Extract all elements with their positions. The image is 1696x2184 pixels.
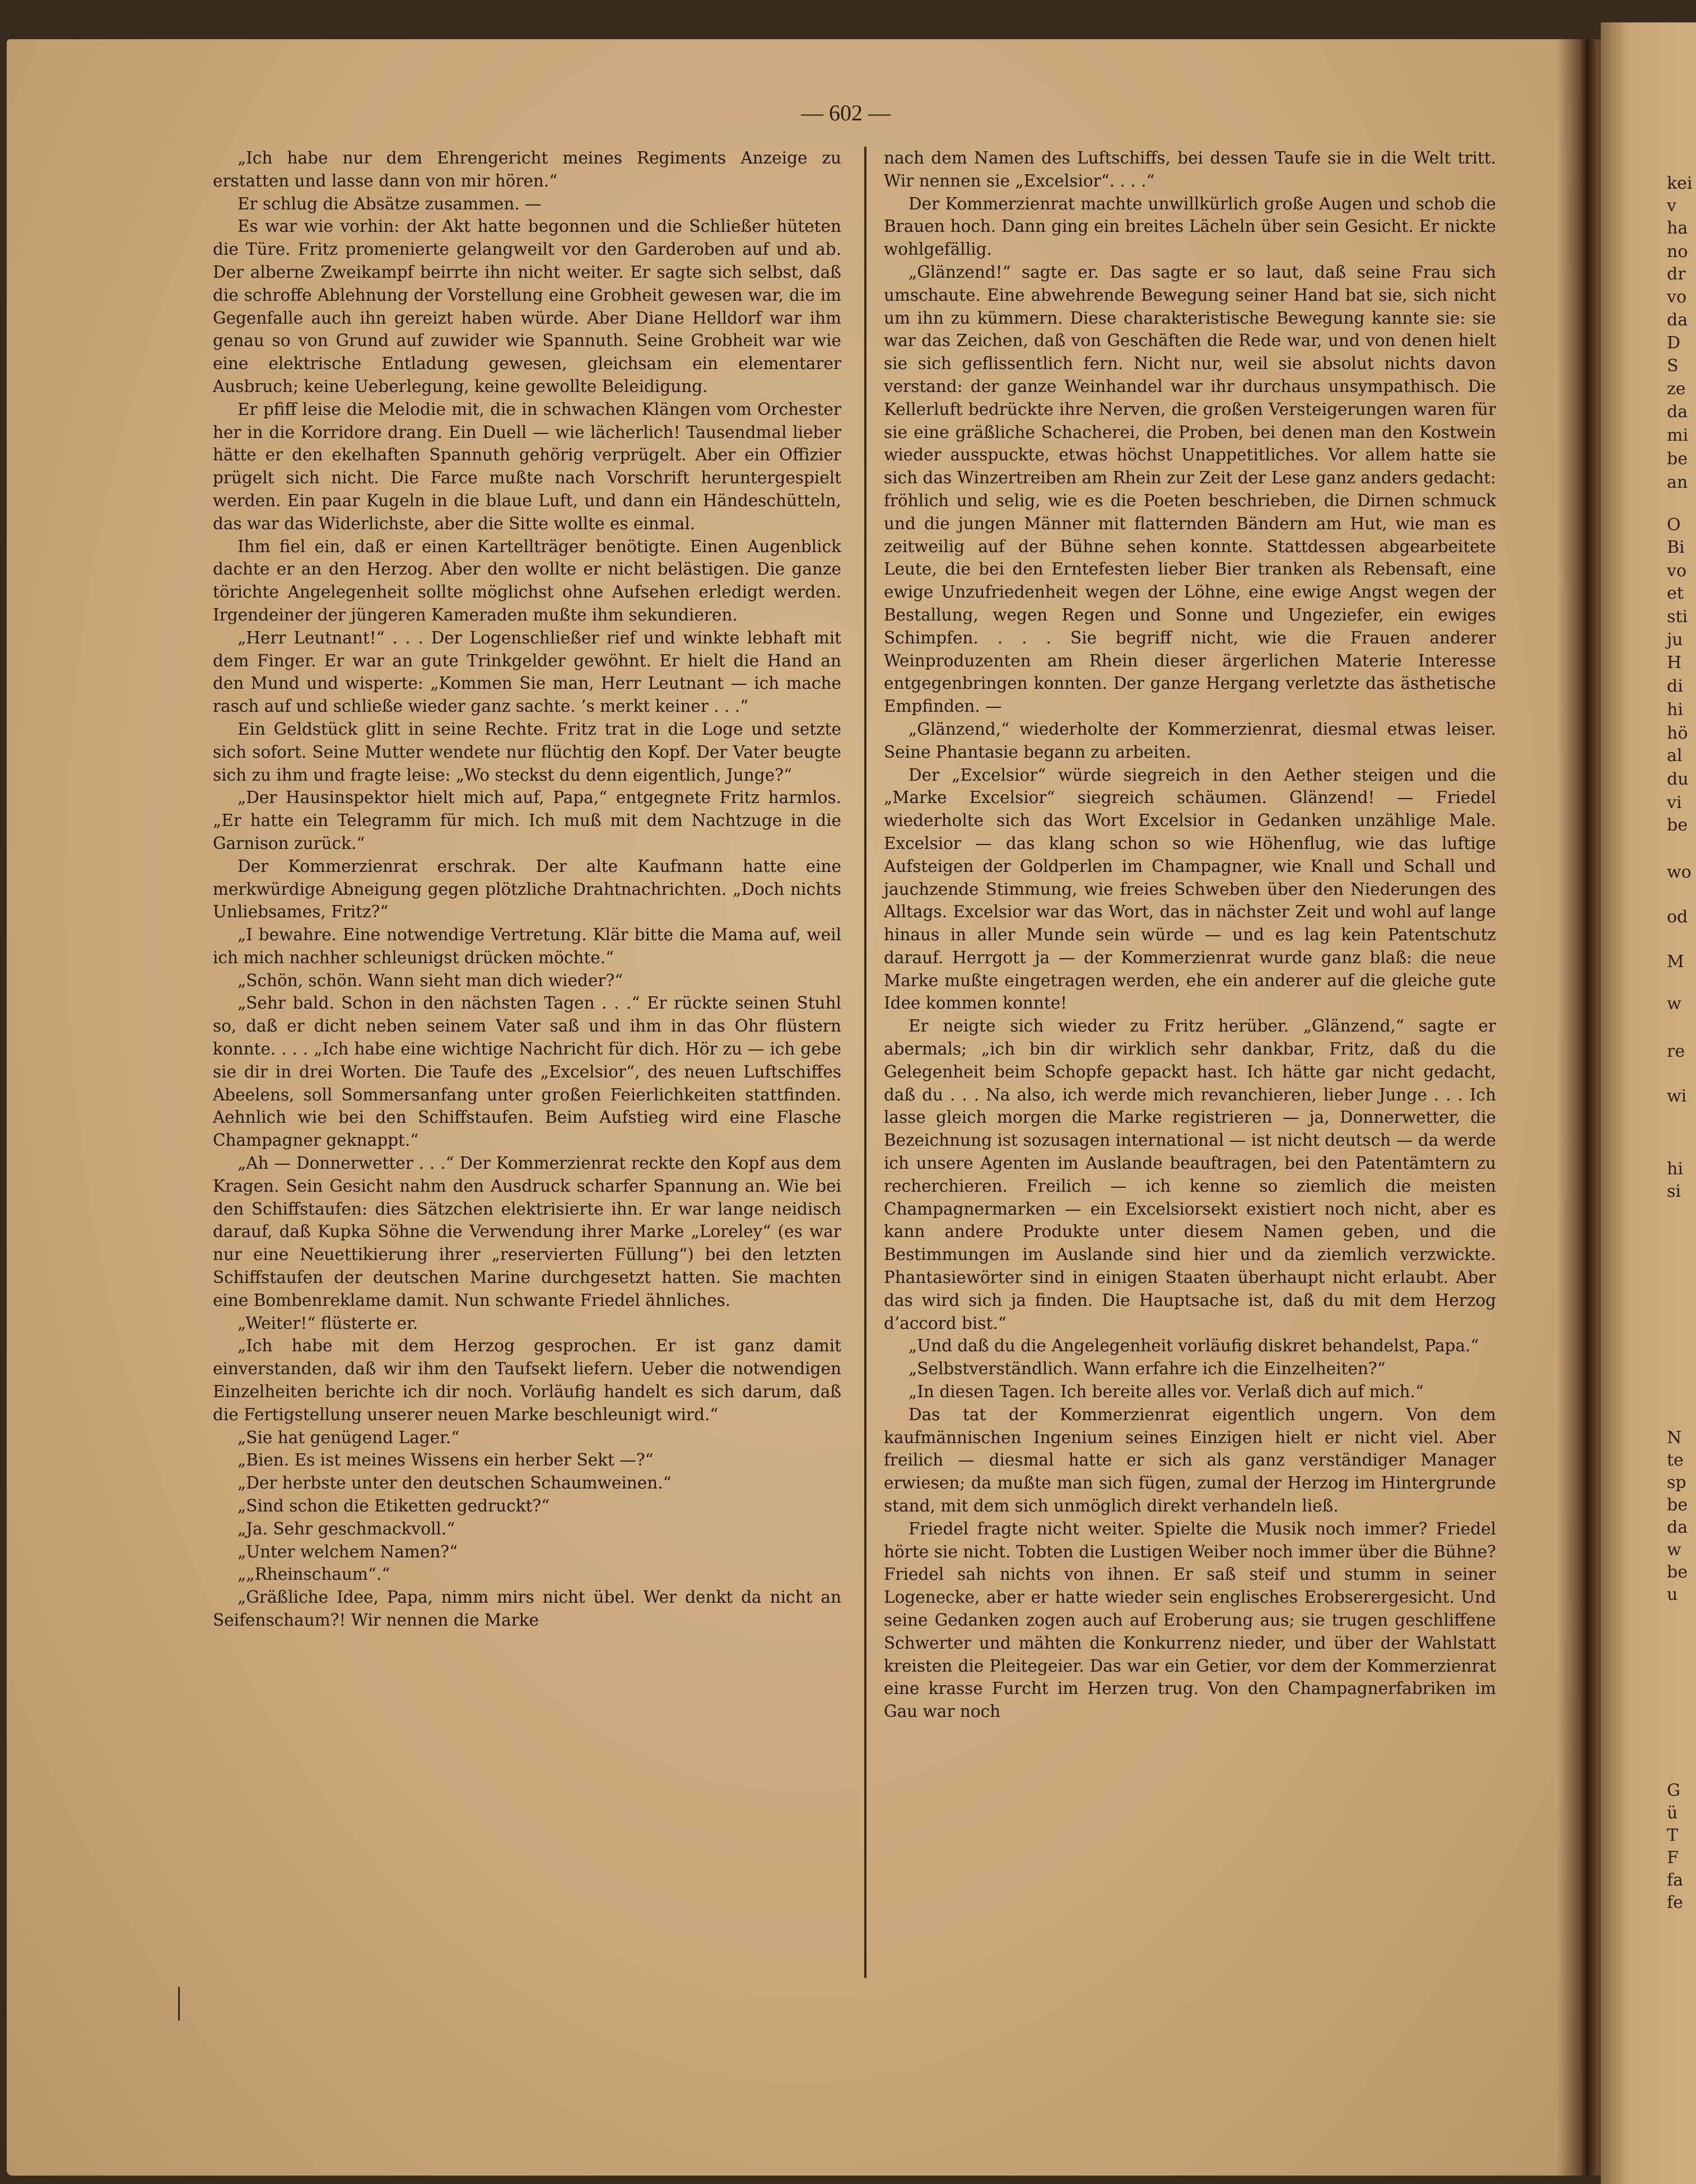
column-divider <box>864 147 866 1978</box>
facing-page-fragment: te <box>1667 1450 1684 1470</box>
paragraph: „Glänzend,“ wiederholte der Kommerzienrat, diesmal etwas leiser. Seine Phantasie begann zu arbeiten. <box>884 719 1496 762</box>
facing-page-fragment: dr <box>1667 264 1686 284</box>
facing-page-fragment: ze <box>1667 379 1686 399</box>
facing-page-fragment: hö <box>1667 724 1688 743</box>
facing-page-fragment: w <box>1667 994 1681 1014</box>
paragraph: „„Rheinschaum“.“ <box>237 1565 390 1584</box>
paragraph: „Glänzend!“ sagte er. Das sagte er so laut, daß seine Frau sich umschaute. Eine abwehrende Bewegung seiner Hand bat sie, sich nicht um ihn zu kümmern. Diese charakteristische Bewegung kannte sie: sie war das Zeichen, daß von Geschäften die Rede war, und von denen hielt sie sich geflissentlich fern. Nicht nur, weil sie absolut nichts davon verstand: der ganze Weinhandel war ihr durchaus unsympathisch. Die Kellerluft bedrückte ihre Nerven, die großen Versteigerungen waren für sie eine gräßliche Schacherei, die Proben, bei denen man den Kostwein wieder ausspuckte, etwas höchst Unappetitliches. Vor allem hatte sie sich das Winzertreiben am Rhein zur Zeit der Lese ganz anders gedacht: fröhlich und selig, wie es die Poeten beschrieben, die Dirnen schmuck und die jungen Männer mit flatternden Bändern am Hut, wie man es zeitweilig auf der Bühne sehen konnte. Stattdessen abgearbeitete Leute, die bei den Erntefesten lieber Bier tranken als Rebensaft, eine ewige Unzufriedenheit wegen der Löhne, eine ewige Angst wegen der Bestallung, wegen Regen und Sonne und Ungeziefer, ein ewiges Schimpfen. . . . Sie begriff nicht, wie die Frauen anderer Weinproduzenten am Rhein dieser ärgerlichen Materie Interesse entgegenbringen konnten. Der ganze Hergang verletzte das ästhetische Empfinden. — <box>884 262 1496 716</box>
facing-page-fragment: vi <box>1667 793 1682 813</box>
paragraph: „Ich habe mit dem Herzog gesprochen. Er ist ganz damit einverstanden, daß wir ihm den Taufsekt liefern. Ueber die notwendigen Einzelheiten berichte ich dir noch. Vorläufig handelt es sich darum, daß die Fertigstellung unserer neuen Marke beschleunigt wird.“ <box>213 1336 841 1424</box>
facing-page-fragment: be <box>1667 815 1688 835</box>
paragraph: „Sind schon die Etiketten gedruckt?“ <box>237 1496 550 1516</box>
facing-page-fragment: re <box>1667 1042 1685 1061</box>
facing-page-fragment: Bi <box>1667 538 1685 557</box>
facing-page-fragment: H <box>1667 653 1682 673</box>
paragraph: Ein Geldstück glitt in seine Rechte. Fritz trat in die Loge und setzte sich sofort. Seine Mutter wendete nur flüchtig den Kopf. Der Vater beugte sich zu ihm und fragte leise: „Wo steckst du denn eigentlich, Junge?“ <box>213 719 841 785</box>
facing-page-fragment: hi <box>1667 1159 1683 1179</box>
paragraph: „In diesen Tagen. Ich bereite alles vor. Verlaß dich auf mich.“ <box>908 1382 1424 1402</box>
right-column <box>884 147 1496 1723</box>
margin-mark <box>178 1987 180 2020</box>
paragraph: „Ah — Donnerwetter . . .“ Der Kommerzienrat reckte den Kopf aus dem Kragen. Sein Gesicht nahm den Ausdruck scharfer Spannung an. Wie bei den Schiffstaufen: dies Sätzchen elektrisierte ihn. Er war lange neidisch darauf, daß Kupka Söhne die Verwendung ihrer Marke „Loreley“ (es war nur eine Neuettikierung ihrer „reservierten Füllung“) bei den letzten Schiffstaufen der deutschen Marine durchgesetzt hatten. Sie machten eine Bombenreklame damit. Nun schwante Friedel ähnliches. <box>213 1154 841 1310</box>
paragraph: „Ja. Sehr geschmackvoll.“ <box>237 1519 455 1538</box>
paragraph: Er schlug die Absätze zusammen. — <box>237 194 542 213</box>
paragraph: „Weiter!“ flüsterte er. <box>237 1313 418 1333</box>
paragraph: Er neigte sich wieder zu Fritz herüber. „Glänzend,“ sagte er abermals; „ich bin dir wirklich sehr dankbar, Fritz, daß du die Gelegenheit beim Schopfe gepackt hast. Ich hätte gar nicht gedacht, daß du . . . Na also, ich werde mich revanchieren, lieber Junge . . . Ich lasse gleich morgen die Marke registrieren — ja, Donnerwetter, die Bezeichnung ist sozusagen international — ist nicht deutsch — da werde ich unsere Agenten im Auslande beauftragen, bei den Patentämtern zu recherchieren. Freilich — ich kenne so ziemlich die meisten Champagnermarken — ein Excelsiorsekt existiert noch nicht, aber es kann andere Produkte unter diesem Namen geben, und die Bestimmungen im Auslande sind hier und da ziemlich verzwickte. Phantasiewörter sind in einigen Staaten überhaupt nicht erlaubt. Aber das wird sich ja finden. Die Hauptsache ist, daß du mit dem Herzog d’accord bist.“ <box>884 1016 1496 1333</box>
facing-page-fragment: sp <box>1667 1473 1686 1492</box>
paragraph: „Gräßliche Idee, Papa, nimm mirs nicht übel. Wer denkt da nicht an Seifenschaum?! Wir nennen die Marke <box>213 1588 841 1630</box>
paragraph: „Ich habe nur dem Ehrengericht meines Regiments Anzeige zu erstatten und lasse dann von mir hören.“ <box>213 148 841 190</box>
facing-page-fragment: D <box>1667 333 1681 353</box>
paragraph: Der „Excelsior“ würde siegreich in den Aether steigen und die „Marke Excelsior“ siegreich schäumen. Glänzend! — Friedel wiederholte sich das Wort Excelsior in Gedanken unzählige Male. Excelsior — das klang schon so wie Höhenflug, wie das luftige Aufsteigen der Goldperlen im Champagner, wie Knall und Schall und jauchzende Stimmung, wie freies Schweben über den Niederungen des Alltags. Excelsior war das Wort, das in nächster Zeit und wohl auf lange hinaus in aller Munde sein würde — und es lag kein Patentschutz darauf. Herrgott ja — der Kommerzienrat wurde ganz blaß: die neue Marke mußte eingetragen werden, ehe ein anderer auf die gleiche gute Idee kommen konnte! <box>884 765 1496 1013</box>
paragraph: „Sehr bald. Schon in den nächsten Tagen . . .“ Er rückte seinen Stuhl so, daß er dicht neben seinem Vater saß und ihm in das Ohr flüstern konnte. . . . „Ich habe eine wichtige Nachricht für dich. Hör zu — ich gebe sie dir in drei Worten. Die Taufe des „Excelsior“, des neuen Luftschiffes Abeelens, soll Sommersanfang unter großen Feierlichkeiten stattfinden. Aehnlich wie bei den Schiffstaufen. Beim Aufstieg wird eine Flasche Champagner geknappt.“ <box>213 993 841 1150</box>
facing-page-fragment: M <box>1667 952 1684 972</box>
facing-page-fragment: w <box>1667 1540 1681 1560</box>
facing-page-fragment: al <box>1667 746 1683 766</box>
facing-page-fragment: si <box>1667 1182 1681 1201</box>
facing-page-fragment: u <box>1667 1585 1678 1604</box>
facing-page-fragment: kei <box>1667 174 1693 193</box>
facing-page-fragment: fe <box>1667 1893 1683 1912</box>
paragraph: „Und daß du die Angelegenheit vorläufig diskret behandelst, Papa.“ <box>908 1336 1479 1356</box>
facing-page-fragment: be <box>1667 1562 1688 1582</box>
facing-page-fragment: S <box>1667 356 1679 376</box>
facing-page-fragment: du <box>1667 769 1689 789</box>
paragraph: „Bien. Es ist meines Wissens ein herber Sekt —?“ <box>237 1450 654 1470</box>
facing-page-fragment: fa <box>1667 1870 1683 1890</box>
facing-page-fragment: wo <box>1667 862 1692 882</box>
facing-page-fragment: sti <box>1667 607 1688 627</box>
facing-page-fragment: be <box>1667 1495 1688 1515</box>
facing-page-fragment: wi <box>1667 1086 1687 1106</box>
paragraph: „Sie hat genügend Lager.“ <box>237 1427 460 1447</box>
paragraph: Es war wie vorhin: der Akt hatte begonnen und die Schließer hüteten die Türe. Fritz promenierte gelangweilt vor den Garderoben auf und ab. Der alberne Zweikampf beirrte ihn nicht weiter. Er sagte sich selbst, daß die schroffe Ablehnung der Vorstellung eine Grobheit gewesen war, die im Gegenfalle auch ihn gereizt haben würde. Aber Diane Helldorf war ihm genau so von Grund auf zuwider wie Spannuth. Seine Grobheit war wie eine elektrische Entladung gewesen, gleichsam ein elementarer Ausbruch; keine Ueberlegung, keine gewollte Beleidigung. <box>213 217 841 396</box>
facing-page-fragment: O <box>1667 515 1681 535</box>
paragraph: „Selbstverständlich. Wann erfahre ich die Einzelheiten?“ <box>908 1359 1386 1379</box>
facing-page-fragment: no <box>1667 242 1688 262</box>
facing-page-fragment: ju <box>1667 630 1683 650</box>
paragraph: „Der herbste unter den deutschen Schaumweinen.“ <box>237 1473 672 1493</box>
facing-page-fragment: G <box>1667 1781 1680 1800</box>
paragraph: „I bewahre. Eine notwendige Vertretung. Klär bitte die Mama auf, weil ich mich nachher schleunigst drücken möchte.“ <box>213 925 841 967</box>
facing-page-fragment: vo <box>1667 287 1687 307</box>
book-gutter <box>1557 39 1608 2176</box>
facing-page-fragment: F <box>1667 1848 1679 1868</box>
facing-page-fragment: hi <box>1667 700 1683 720</box>
facing-page-fragment: da <box>1667 310 1688 330</box>
page-number: — 602 — <box>801 100 891 125</box>
facing-page-fragment: N <box>1667 1428 1682 1448</box>
paragraph: Das tat der Kommerzienrat eigentlich ungern. Von dem kaufmännischen Ingenium seines Einzigen hielt er nicht viel. Aber freilich — diesmal hatte er sich als ganz verständiger Manager erwiesen; da mußte man sich fügen, zumal der Herzog im Hintergrunde stand, mit dem sich unmöglich direkt verhandeln ließ. <box>884 1404 1496 1516</box>
facing-page-fragment: an <box>1667 473 1688 492</box>
facing-page-fragment: mi <box>1667 426 1689 445</box>
paragraph: „Unter welchem Namen?“ <box>237 1542 458 1561</box>
facing-page-fragment: di <box>1667 676 1683 696</box>
paragraph: „Herr Leutnant!“ . . . Der Logenschließer rief und winkte lebhaft mit dem Finger. Er war an gute Trinkgelder gewöhnt. Er hielt die Hand an den Mund und wisperte: „Kommen Sie man, Herr Leutnant — ich mache rasch auf und schließe wieder ganz sachte. ’s merkt keiner . . .“ <box>213 628 841 716</box>
facing-page-fragment: da <box>1667 402 1688 422</box>
facing-page-edge <box>1601 22 1696 2184</box>
facing-page-fragment: v <box>1667 196 1676 216</box>
paragraph: Der Kommerzienrat machte unwillkürlich große Augen und schob die Brauen hoch. Dann ging ein breites Lächeln über sein Gesicht. Er nickte wohlgefällig. <box>884 194 1496 259</box>
facing-page-fragment: ü <box>1667 1803 1678 1823</box>
facing-page-fragment: da <box>1667 1518 1688 1537</box>
facing-page-fragment: vo <box>1667 561 1687 581</box>
paragraph: Er pfiff leise die Melodie mit, die in schwachen Klängen vom Orchester her in die Korridore drang. Ein Duell — wie lächerlich! Tausendmal lieber hätte er den ekelhaften Spannuth gehörig verprügelt. Aber ein Offizier prügelt sich nicht. Die Farce mußte nach Vorschrift heruntergespielt werden. Ein paar Kugeln in die blaue Luft, und dann ein Händeschütteln, das war das Widerlichste, aber die Sitte wollte es einmal. <box>213 399 841 533</box>
paragraph: Friedel fragte nicht weiter. Spielte die Musik noch immer? Friedel hörte sie nicht. Tobten die Lustigen Weiber noch immer über die Bühne? Friedel sah nichts von ihnen. Er saß steif und stumm in seiner Logenecke, aber er hatte wieder sein englisches Erobserergesicht. Und seine Gedanken zogen auch auf Eroberung aus; sie trugen geschliffene Schwerter und mähten die Konkurrenz nieder, und über der Wahlstatt kreisten die Pleitegeier. Das war ein Getier, vor dem der Kommerzienrat eine krasse Furcht im Herzen trug. Von den Champagnerfabriken im Gau war noch <box>884 1519 1496 1721</box>
left-column <box>213 147 841 1632</box>
facing-page-fragment: et <box>1667 584 1684 603</box>
paragraph: „Der Hausinspektor hielt mich auf, Papa,“ entgegnete Fritz harmlos. „Er hatte ein Telegramm für mich. Ich muß mit dem Nachtzuge in die Garnison zurück.“ <box>213 788 841 853</box>
paragraph: Ihm fiel ein, daß er einen Kartellträger benötigte. Einen Augenblick dachte er an den Herzog. Aber den wollte er nicht belästigen. Die ganze törichte Angelegenheit sollte möglichst ohne Aufsehen erledigt werden. Irgendeiner der jüngeren Kameraden mußte ihm sekundieren. <box>213 536 841 624</box>
paragraph: nach dem Namen des Luftschiffs, bei dessen Taufe sie in die Welt tritt. Wir nennen sie „Excelsior“. . . .“ <box>884 148 1496 190</box>
facing-page-fragment: od <box>1667 907 1688 927</box>
facing-page-fragment: be <box>1667 449 1688 469</box>
paragraph: Der Kommerzienrat erschrak. Der alte Kaufmann hatte eine merkwürdige Abneigung gegen plötzliche Drahtnachrichten. „Doch nichts Unliebsames, Fritz?“ <box>213 856 841 922</box>
paragraph: „Schön, schön. Wann sieht man dich wieder?“ <box>237 970 623 990</box>
facing-page-fragment: T <box>1667 1826 1679 1845</box>
facing-page-fragment: ha <box>1667 218 1688 238</box>
